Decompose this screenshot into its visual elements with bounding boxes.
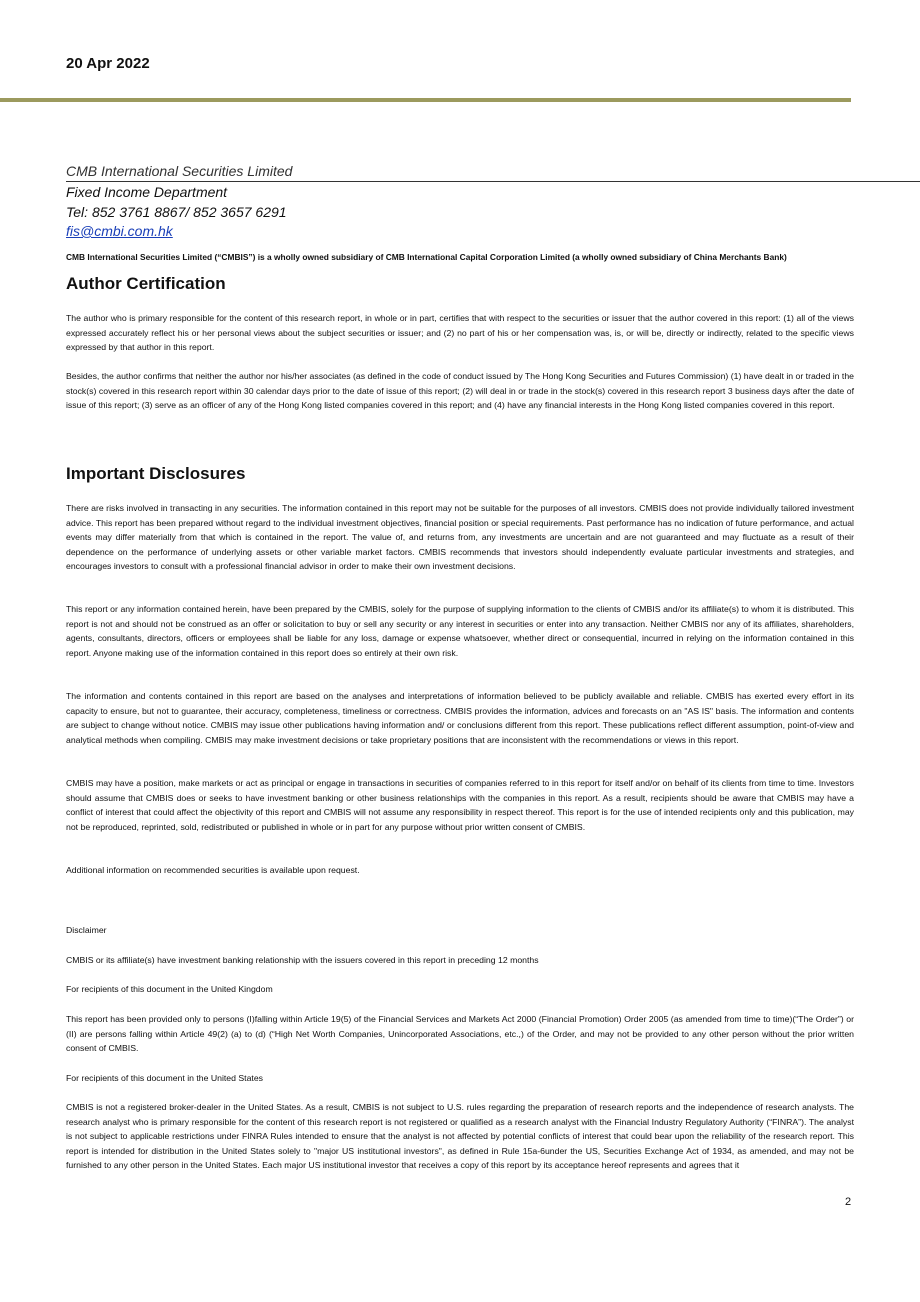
header-divider bbox=[0, 98, 851, 102]
disclosure-paragraph-1: There are risks involved in transacting in any securities. The information contained in this report may not be suitable for the purposes of all investors. CMBIS does not provide individually tailored investment advice. This report has been prepared without regard to the individual investment objectives, financial position or special requirements. Past performance has no indication of future performance, and actual events may differ materially from that which is contained in the report. The value of, and returns from, any investments are uncertain and are not guaranteed and may fluctuate as a result of their dependence on the performance of underlying assets or other variable market factors. CMBIS recommends that investors should independently evaluate particular investments and strategies, and encourages investors to consult with a professional financial advisor in order to make their own investment decisions. bbox=[66, 503, 854, 572]
contact-block bbox=[66, 183, 287, 242]
department: Fixed Income Department bbox=[66, 184, 228, 200]
disclosure-paragraph-4: CMBIS may have a position, make markets or act as principal or engage in transactions in securities of companies referred to in this report for itself and/or on behalf of its clients from time to time. Investors should assume that CMBIS does or seeks to have investment banking or other business relationships with the companies in this report. As a result, recipients should be aware that CMBIS may have a conflict of interest that could affect the objectivity of this report and CMBIS will not assume any responsibility in respect thereof. This report is for the use of intended recipients only and this publication, may not be reproduced, reprinted, sold, redistributed or published in whole or in part for any purpose without prior written consent of CMBIS. bbox=[66, 778, 854, 832]
page-number: 2 bbox=[845, 1196, 852, 1208]
disclosure-paragraph-3: The information and contents contained in this report are based on the analyses and interpretations of information believed to be publicly available and reliable. CMBIS has exerted every effort in its capacity to ensure, but not to guarantee, their accuracy, completeness, timeliness or correctness. CMBIS provides the information, advices and forecasts on an "AS IS" basis. The information and contents are subject to change without notice. CMBIS may issue other publications having information and/ or conclusions different from this report. These publications reflect different assumption, point-of-view and analytical methods when compiling. CMBIS may make investment decisions or take proprietary positions that are inconsistent with the recommendations or views in this report. bbox=[66, 691, 854, 745]
uk-recipients-text: This report has been provided only to persons (I)falling within Article 19(5) of the Financial Services and Markets Act 2000 (Financial Promotion) Order 2005 (as amended from time to time)(“The Order”) or (II) are persons falling within Article 49(2) (a) to (d) (“High Net Worth Companies, Unincorporated Associations, etc.,) of the Order, and may not be provided to any other person without the prior written consent of CMBIS. bbox=[66, 1014, 854, 1054]
ib-relationship-note: CMBIS or its affiliate(s) have investment banking relationship with the issuers covered in this report in preceding 12 months bbox=[66, 955, 539, 965]
disclaimer-title: Disclaimer bbox=[66, 925, 107, 935]
subsidiary-note: CMB International Securities Limited (“CMBIS”) is a wholly owned subsidiary of CMB International Capital Corporation Limited (a wholly owned subsidiary of China Merchants Bank) bbox=[66, 252, 787, 262]
company-name: CMB International Securities Limited bbox=[66, 163, 293, 179]
disclosure-paragraph-2: This report or any information contained herein, have been prepared by the CMBIS, solely for the purpose of supplying information to the clients of CMBIS and/or its affiliate(s) to whom it is distributed. This report is not and should not be construed as an offer or solicitation to buy or sell any security or any interest in securities or enter into any transaction. Neither CMBIS nor any of its affiliates, shareholders, agents, consultants, directors, officers or employees shall be liable for any loss, damage or expense whatsoever, whether direct or consequential, incurred in relying on the information contained in this report. Anyone making use of the information contained in this report does so entirely at their own risk. bbox=[66, 604, 854, 658]
important-disclosures-heading: Important Disclosures bbox=[66, 464, 246, 483]
email-link[interactable]: fis@cmbi.com.hk bbox=[66, 223, 173, 239]
telephone: Tel: 852 3761 8867/ 852 3657 6291 bbox=[66, 203, 287, 220]
uk-recipients-heading: For recipients of this document in the United Kingdom bbox=[66, 984, 273, 994]
author-cert-paragraph-2: Besides, the author confirms that neither the author nor his/her associates (as defined in the code of conduct issued by The Hong Kong Securities and Futures Commission) (1) have dealt in or traded in the stock(s) covered in this research report within 30 calendar days prior to the date of issue of this report; (2) will deal in or trade in the stock(s) covered in this research report 3 business days after the date of issue of this report; (3) serve as an officer of any of the Hong Kong listed companies covered in this report; and (4) have any financial interests in the Hong Kong listed companies covered in this report. bbox=[66, 371, 854, 411]
us-recipients-heading: For recipients of this document in the United States bbox=[66, 1073, 264, 1083]
author-certification-heading: Author Certification bbox=[66, 274, 226, 293]
disclosure-paragraph-5: Additional information on recommended securities is available upon request. bbox=[66, 865, 360, 875]
us-recipients-text: CMBIS is not a registered broker-dealer in the United States. As a result, CMBIS is not subject to U.S. rules regarding the preparation of research reports and the independence of research analysts. The research analyst who is primary responsible for the content of this research report is not registered or qualified as a research analyst with the Financial Industry Regulatory Authority (“FINRA”). The analyst is not subject to applicable restrictions under FINRA Rules intended to ensure that the analyst is not affected by potential conflicts of interest that could bear upon the reliability of the research report. This report is intended for distribution in the United States solely to "major US institutional investors", as defined in Rule 15a-6under the US, Securities Exchange Act of 1934, as amended, and may not be furnished to any other person in the United States. Each major US institutional investor that receives a copy of this report by its acceptance hereof represents and agrees that it bbox=[66, 1102, 854, 1171]
author-cert-paragraph-1: The author who is primary responsible for the content of this research report, in whole or in part, certifies that with respect to the securities or issuer that the author covered in this report: (1) all of the views expressed accurately reflect his or her personal views about the subject securities or issuer; and (2) no part of his or her compensation was, is, or will be, directly or indirectly, related to the specific views expressed by that author in this report. bbox=[66, 313, 854, 353]
report-date: 20 Apr 2022 bbox=[66, 55, 150, 72]
company-divider bbox=[66, 181, 920, 182]
